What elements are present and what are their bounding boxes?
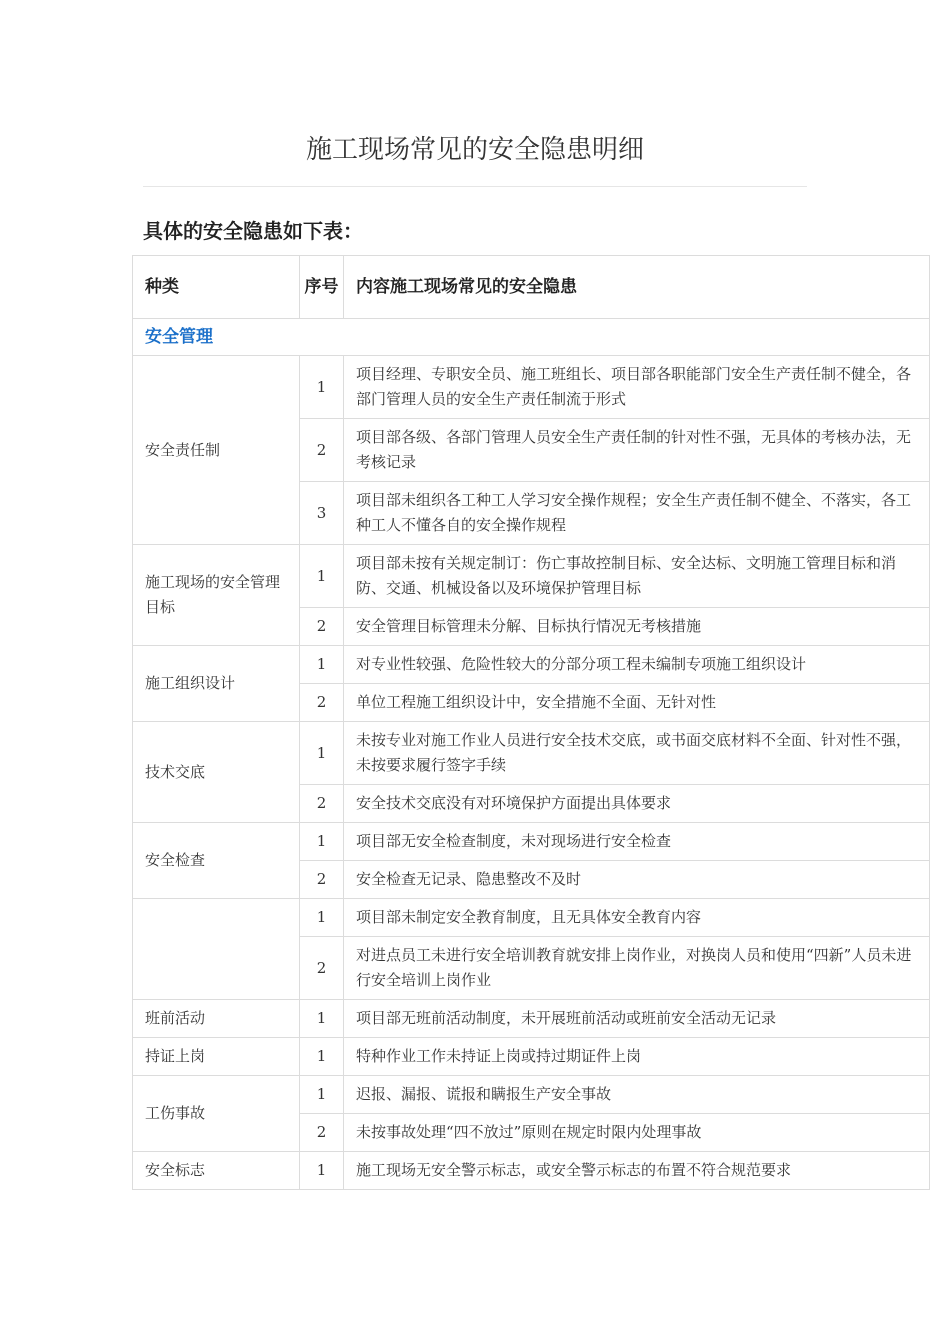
row-number: 1 [300, 823, 344, 861]
row-number: 3 [300, 482, 344, 545]
table-row [133, 646, 930, 684]
header-number: 序号 [300, 256, 344, 319]
hazard-description: 项目部未制定安全教育制度，且无具体安全教育内容 [344, 899, 930, 937]
row-number: 1 [300, 545, 344, 608]
category-cell: 班前活动 [133, 1000, 300, 1038]
table-row [133, 356, 930, 419]
page-title: 施工现场常见的安全隐患明细 [305, 135, 644, 165]
hazard-description: 施工现场无安全警示标志，或安全警示标志的布置不符合规范要求 [344, 1152, 930, 1190]
hazard-description: 安全管理目标管理未分解、目标执行情况无考核措施 [344, 608, 930, 646]
row-number: 2 [300, 419, 344, 482]
row-number: 1 [300, 1038, 344, 1076]
hazard-description: 项目部未组织各工种工人学习安全操作规程；安全生产责任制不健全、不落实，各工种工人不懂各自的安全操作规程 [344, 482, 930, 545]
category-cell: 安全标志 [133, 1152, 300, 1190]
hazard-description: 项目经理、专职安全员、施工班组长、项目部各职能部门安全生产责任制不健全，各部门管理人员的安全生产责任制流于形式 [344, 356, 930, 419]
hazard-description: 未按事故处理“四不放过”原则在规定时限内处理事故 [344, 1114, 930, 1152]
row-number: 1 [300, 899, 344, 937]
header-content: 内容施工现场常见的安全隐患 [344, 256, 930, 319]
hazard-description: 特种作业工作未持证上岗或持过期证件上岗 [344, 1038, 930, 1076]
category-cell: 施工现场的安全管理目标 [133, 545, 300, 646]
hazard-table [132, 255, 930, 1190]
row-number: 1 [300, 646, 344, 684]
hazard-description: 项目部无安全检查制度，未对现场进行安全检查 [344, 823, 930, 861]
hazard-description: 项目部无班前活动制度，未开展班前活动或班前安全活动无记录 [344, 1000, 930, 1038]
header-category: 种类 [133, 256, 300, 319]
row-number: 2 [300, 684, 344, 722]
hazard-description: 安全技术交底没有对环境保护方面提出具体要求 [344, 785, 930, 823]
table-row [133, 1000, 930, 1038]
category-cell: 技术交底 [133, 722, 300, 823]
category-cell: 安全检查 [133, 823, 300, 899]
category-cell: 安全责任制 [133, 356, 300, 545]
hazard-description: 项目部各级、各部门管理人员安全生产责任制的针对性不强，无具体的考核办法，无考核记录 [344, 419, 930, 482]
category-cell: 工伤事故 [133, 1076, 300, 1152]
hazard-description: 对专业性较强、危险性较大的分部分项工程未编制专项施工组织设计 [344, 646, 930, 684]
row-number: 1 [300, 722, 344, 785]
hazard-description: 未按专业对施工作业人员进行安全技术交底，或书面交底材料不全面、针对性不强，未按要求履行签字手续 [344, 722, 930, 785]
row-number: 2 [300, 1114, 344, 1152]
category-cell [133, 899, 300, 1000]
category-cell: 持证上岗 [133, 1038, 300, 1076]
hazard-description: 迟报、漏报、谎报和瞒报生产安全事故 [344, 1076, 930, 1114]
hazard-description: 单位工程施工组织设计中，安全措施不全面、无针对性 [344, 684, 930, 722]
hazard-description: 对进点员工未进行安全培训教育就安排上岗作业，对换岗人员和使用“四新”人员未进行安全培训上岗作业 [344, 937, 930, 1000]
table-row [133, 823, 930, 861]
table-row [133, 1038, 930, 1076]
table-row [133, 1152, 930, 1190]
hazard-description: 项目部未按有关规定制订：伤亡事故控制目标、安全达标、文明施工管理目标和消防、交通、机械设备以及环境保护管理目标 [344, 545, 930, 608]
title-divider [143, 186, 807, 187]
table-row [133, 899, 930, 937]
section-heading: 具体的安全隐患如下表： [143, 219, 363, 243]
table-body [133, 319, 930, 1190]
row-number: 1 [300, 356, 344, 419]
group-row [133, 319, 930, 356]
row-number: 2 [300, 861, 344, 899]
table-header-row [133, 256, 930, 319]
row-number: 2 [300, 937, 344, 1000]
row-number: 2 [300, 785, 344, 823]
row-number: 1 [300, 1000, 344, 1038]
row-number: 1 [300, 1076, 344, 1114]
row-number: 2 [300, 608, 344, 646]
table-row [133, 722, 930, 785]
table-row [133, 545, 930, 608]
group-label: 安全管理 [133, 319, 930, 356]
hazard-description: 安全检查无记录、隐患整改不及时 [344, 861, 930, 899]
category-cell: 施工组织设计 [133, 646, 300, 722]
table-row [133, 1076, 930, 1114]
row-number: 1 [300, 1152, 344, 1190]
